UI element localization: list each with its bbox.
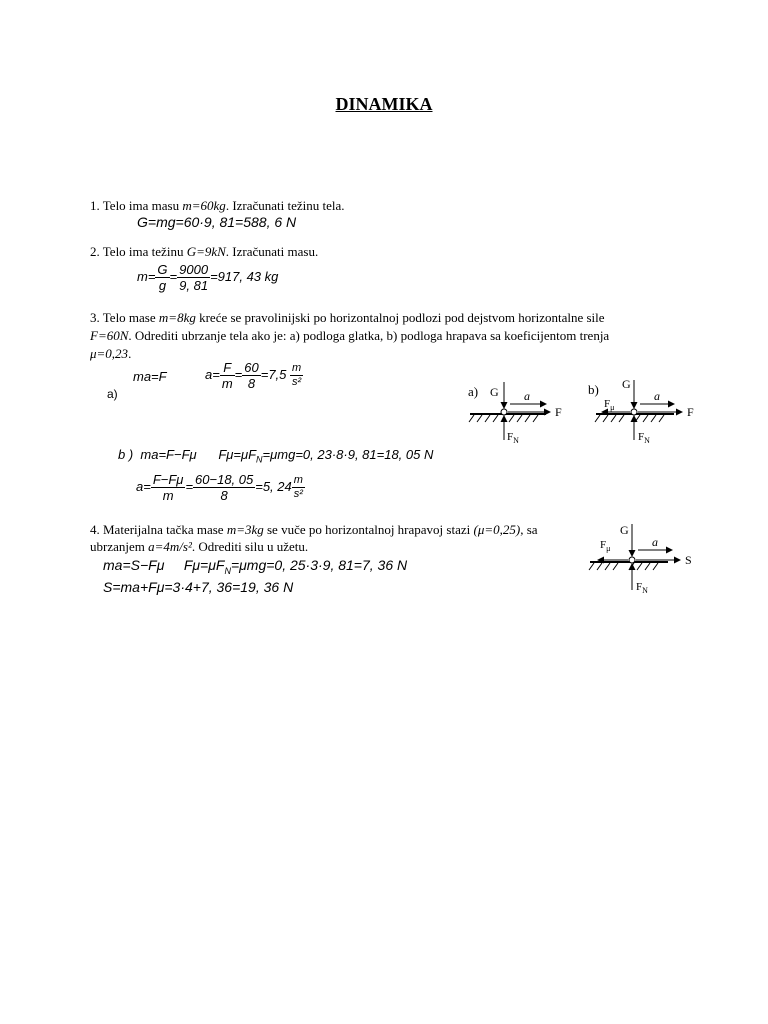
problem-4-given: m=3kg [226,522,264,537]
case-b-equation-1: ma=F−Fμ [140,447,197,462]
problem-2-text [90,243,318,261]
friction-label: $F_\mu$ [600,539,611,553]
problem-4-end: , sa [520,522,538,537]
fraction-9000-over-981 [177,262,210,293]
acceleration-label: a [654,389,660,403]
fraction-f-minus-fmu-over-m [151,472,186,503]
problem-3-force: F=60N [90,328,129,343]
friction-label: $F_\mu$ [604,398,615,412]
problem-4-question: . Odrediti silu u užetu. [191,539,309,554]
equals-sign: = [185,478,194,494]
problem-1-formula: G=mg=60·9, 81=588, 6 N [137,214,297,230]
case-b-lhs: a= [136,478,151,494]
unit-numerator: m [293,474,303,486]
figure-b-diagram [588,374,700,446]
figure-4-diagram [586,518,698,594]
case-b-line-1 [118,447,433,465]
problem-2-pre: 2. Telo ima težinu [90,244,187,259]
problem-4-line-2 [90,538,308,556]
case-a-equation: ma=F [133,369,167,384]
fraction-numerator: G [157,262,168,277]
unit-numerator: m [292,362,302,374]
fraction-60-over-8 [242,360,260,391]
problem-4-eq3: S=ma+Fμ=3·4+7, 36=19, 36 N [103,579,294,595]
problem-1-pre: 1. Telo ima masu [90,198,183,213]
case-b-result: =5, 24 [255,478,292,494]
unit-denominator: s² [292,376,302,388]
fraction-g-over-g [155,262,169,293]
case-b-formula [136,472,305,503]
body-point [629,557,635,563]
problem-2-post: . Izračunati masu. [225,244,319,259]
problem-4-subscript: N [224,565,231,576]
case-a-formula [205,360,303,391]
case-b-equation-2-rest: =μmg=0, 23·8·9, 81=18, 05 N [262,447,434,462]
page-title: DINAMIKA [335,94,433,114]
gravity-label: G [622,377,631,391]
case-b-subscript: N [256,454,263,465]
problem-3-line-2 [90,327,609,345]
fraction-denominator: 8 [247,376,256,391]
case-a-result: =7,5 [260,366,287,382]
problem-2-given: G=9kN [186,244,226,259]
equals-sign: = [169,268,178,284]
problem-1-text [90,197,345,215]
fraction-f-over-m [220,360,235,391]
equals-sign: = [234,366,243,382]
fraction-60-minus-1805-over-8 [193,472,255,503]
acceleration-label: a [524,389,530,403]
normal-force-label: $F_N$ [636,581,648,594]
fraction-numerator: F [220,360,235,376]
fraction-numerator: F−Fμ [152,472,184,487]
normal-force-label: $F_N$ [638,431,650,445]
figure-b-label: b) [588,382,599,397]
problem-4-pre: 4. Materijalna tačka mase [90,522,227,537]
rope-force-label: S [685,553,692,567]
fraction-numerator: 60−18, 05 [195,472,254,487]
fraction-denominator: m [162,488,174,503]
problem-4-line-1 [90,521,538,539]
problem-4-mu: (μ=0,25) [473,522,521,537]
problem-3-line-1 [90,309,605,327]
normal-force-label: $F_N$ [507,431,519,445]
fraction-denominator: m [221,376,233,391]
problem-1-given: m=60kg [182,198,226,213]
problem-4-line2-pre: ubrzanjem [90,539,149,554]
ground-hatching [595,415,664,422]
problem-3-dot: . [128,346,132,361]
problem-2-lhs: m= [137,268,156,284]
ground-hatching [589,563,658,570]
fraction-numerator: 60 [244,360,259,375]
figure-a-label: a) [468,384,479,399]
force-f-label: F [555,405,562,419]
problem-2-result: =917, 43 kg [210,268,279,284]
case-b-label: b ) [118,447,134,462]
case-b-equation-2: Fμ=μF [218,447,257,462]
fraction-denominator: 8 [220,488,228,503]
problem-3-question: . Odrediti ubrzanje tela ako je: a) podloga glatka, b) podloga hrapava sa koeficijentom trenja [128,328,610,343]
problem-4-eq2: Fμ=μF [183,557,225,573]
unit-denominator: s² [293,488,303,500]
body-point [501,409,507,415]
problem-3-mu: μ=0,23 [90,346,129,361]
problem-4-acceleration: a=4m/s² [148,539,192,554]
problem-4-eq1: ma=S−Fμ [103,557,165,573]
problem-3-mid: kreće se pravolinijski po horizontalnoj podlozi pod dejstvom horizontalne sile [195,310,605,325]
problem-1-post: . Izračunati težinu tela. [225,198,345,213]
figure-a-diagram [466,374,576,446]
problem-4-mid: se vuče po horizontalnoj hrapavoj stazi [263,522,474,537]
problem-4-equations-1 [103,557,407,576]
fraction-denominator: 9, 81 [179,278,209,293]
problem-4-eq2-rest: =μmg=0, 25·3·9, 81=7, 36 N [230,557,408,573]
gravity-label: G [620,523,629,537]
case-a-label: a) [107,387,118,401]
case-a-lhs: a= [205,366,220,382]
fraction-numerator: 9000 [179,262,209,277]
problem-3-given: m=8kg [158,310,196,325]
force-f-label: F [687,405,694,419]
problem-2-formula [137,262,278,293]
gravity-label: G [490,385,499,399]
unit-m-per-s2 [290,362,303,389]
problem-3-pre: 3. Telo mase [90,310,159,325]
body-point [631,409,637,415]
acceleration-label: a [652,535,658,549]
problem-3-line-3 [90,345,131,363]
fraction-denominator: g [158,278,167,293]
unit-m-per-s2 [292,474,305,501]
